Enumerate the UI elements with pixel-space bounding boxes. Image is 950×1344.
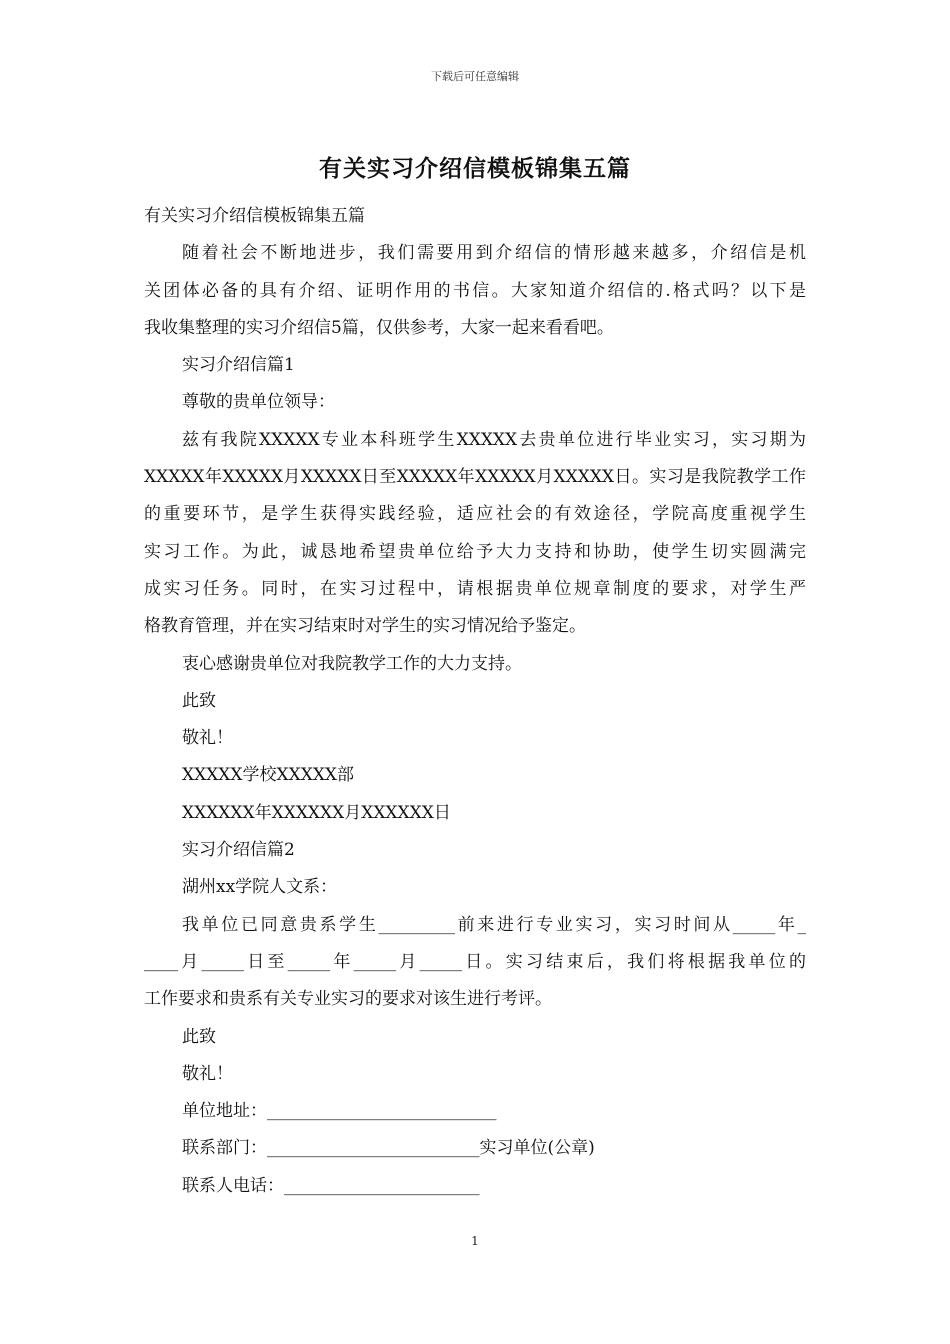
- text-line: 湖州xx学院人文系：: [182, 877, 338, 898]
- text-line: ____月_____日至_____年_____月_____日。实习结束后，我们将根据我单位的: [144, 951, 806, 972]
- text-line: 格教育管理，并在实习结束时对学生的实习情况给予鉴定。: [144, 616, 586, 637]
- text-line: 衷心感谢贵单位对我院教学工作的大力支持。: [182, 653, 522, 674]
- text-line: 有关实习介绍信模板锦集五篇: [144, 206, 365, 226]
- text-line: 实习工作。为此，诚恳地希望贵单位给予大力支持和协助，使学生切实圆满完: [144, 541, 806, 562]
- text-line: 联系部门：_________________________实习单位(公章): [182, 1138, 595, 1159]
- text-line: XXXXX年XXXXX月XXXXX日至XXXXX年XXXXX月XXXXX日。实习是我院教学工作: [144, 467, 806, 488]
- text-line: 单位地址：___________________________: [182, 1101, 497, 1122]
- document-title: 有关实习介绍信模板锦集五篇: [319, 155, 631, 182]
- text-line: 成实习任务。同时，在实习过程中，请根据贵单位规章制度的要求，对学生严: [144, 578, 806, 599]
- text-line: 联系人电话：_______________________: [182, 1175, 480, 1196]
- text-line: 实习介绍信篇1: [182, 355, 295, 376]
- page-header: 下载后可任意编辑: [431, 70, 519, 83]
- text-line: 敬礼！: [182, 728, 233, 749]
- text-line: 尊敬的贵单位领导：: [182, 392, 335, 413]
- document-body: [144, 198, 806, 1205]
- text-line: 工作要求和贵系有关专业实习的要求对该生进行考评。: [144, 989, 552, 1010]
- text-line: 此致: [182, 690, 216, 711]
- text-line: 此致: [182, 1026, 216, 1047]
- text-line: 兹有我院XXXXX专业本科班学生XXXXX去贵单位进行毕业实习，实习期为: [182, 429, 806, 450]
- text-line: 随着社会不断地进步，我们需要用到介绍信的情形越来越多，介绍信是机: [182, 243, 806, 264]
- text-line: XXXXX学校XXXXX部: [182, 765, 355, 786]
- text-line: 我收集整理的实习介绍信5篇，仅供参考，大家一起来看看吧。: [144, 317, 614, 338]
- text-line: 实习介绍信篇2: [182, 840, 295, 861]
- text-line: 我单位已同意贵系学生_________前来进行专业实习，实习时间从_____年_: [182, 914, 806, 935]
- page-number: 1: [471, 1234, 479, 1248]
- text-line: 的重要环节，是学生获得实践经验，适应社会的有效途径，学院高度重视学生: [144, 504, 806, 525]
- text-line: XXXXXX年XXXXXX月XXXXXX日: [182, 802, 451, 823]
- text-line: 关团体必备的具有介绍、证明作用的书信。大家知道介绍信的.格式吗？以下是: [144, 280, 806, 301]
- text-line: 敬礼！: [182, 1063, 233, 1084]
